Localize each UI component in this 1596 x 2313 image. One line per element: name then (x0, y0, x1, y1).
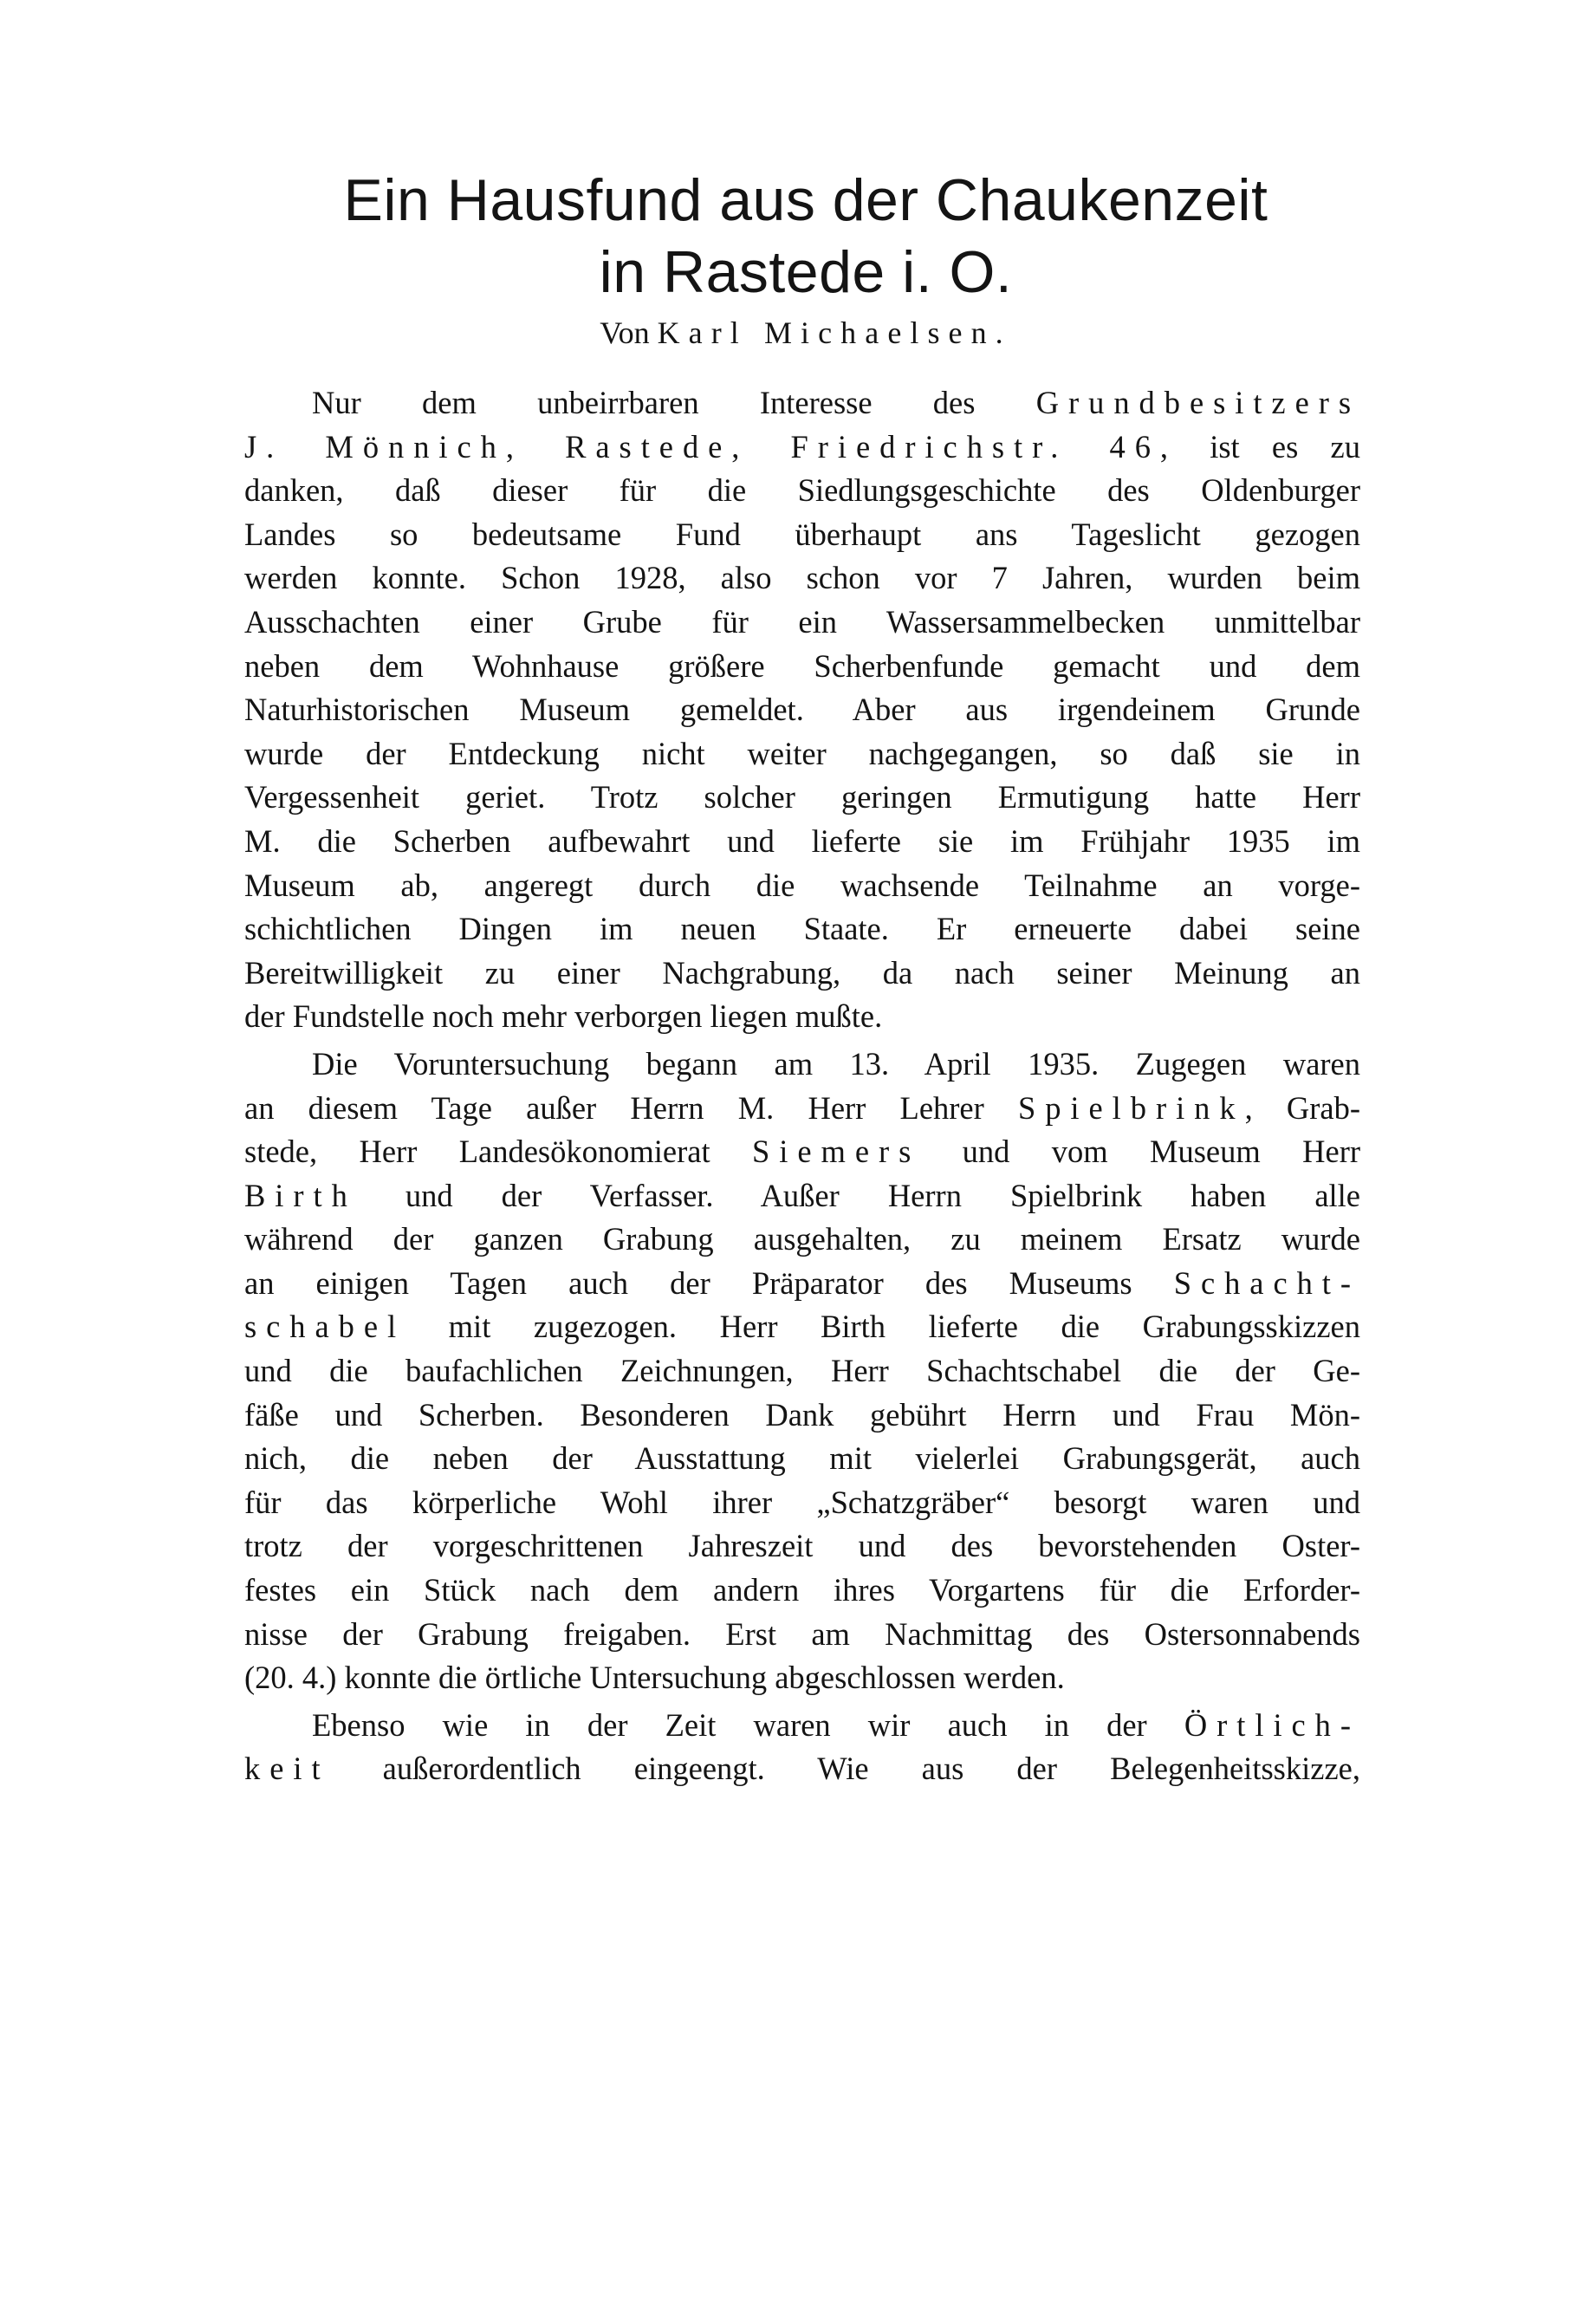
text-run: und die baufachlichen Zeichnungen, Herr Schachtschabel die der Ge- (244, 1353, 1360, 1389)
text-run: nisse der Grabung freigaben. Erst am Nachmittag des Ostersonnabends (244, 1615, 1360, 1652)
text-line (244, 907, 1360, 952)
text-run: (20. 4.) konnte die örtliche Untersuchung abgeschlossen werden. (244, 1660, 1065, 1696)
text-line (244, 864, 1360, 908)
text-run: an einigen Tagen auch der Präparator des Museums (244, 1264, 1174, 1301)
byline-author: Karl Michaelsen. (657, 315, 1012, 350)
text-line (244, 1747, 1360, 1791)
text-run: Museum ab, angeregt durch die wachsende Teilnahme an vorge- (244, 867, 1360, 903)
spaced-name: keit (244, 1751, 330, 1787)
text-run: an diesem Tage außer Herrn M. Herr Lehrer (244, 1089, 1018, 1126)
text-line (244, 1481, 1360, 1525)
text-line (244, 1656, 1360, 1700)
text-line (244, 1437, 1360, 1481)
paragraph (244, 1043, 1360, 1700)
text-run: nich, die neben der Ausstattung mit vielerlei Grabungsgerät, auch (244, 1440, 1360, 1477)
spaced-name: Spielbrink (1017, 1089, 1245, 1126)
text-run: mit zugezogen. Herr Birth lieferte die Grabungsskizzen (405, 1309, 1360, 1345)
text-line (244, 601, 1360, 645)
text-line (244, 1704, 1360, 1748)
text-line (244, 513, 1360, 557)
text-line (244, 426, 1360, 470)
spaced-name: Siemers (752, 1134, 921, 1170)
text-run: Die Voruntersuchung begann am 13. April 1935. Zugegen waren (312, 1045, 1360, 1082)
article-body (244, 381, 1360, 1791)
spaced-name: Schacht- (1173, 1264, 1360, 1301)
text-line (244, 1218, 1360, 1262)
text-line (244, 1043, 1360, 1087)
text-run: neben dem Wohnhause größere Scherbenfunde gemacht und dem (244, 647, 1360, 684)
paragraph (244, 1704, 1360, 1791)
spaced-name: Örtlich- (1184, 1706, 1360, 1743)
text-run: M. die Scherben aufbewahrt und lieferte sie im Frühjahr 1935 im (244, 822, 1360, 859)
text-run: Ausschachten einer Grube für ein Wassersammelbecken unmittelbar (244, 603, 1360, 640)
byline-prefix: Von (600, 315, 650, 350)
text-run: Bereitwilligkeit zu einer Nachgrabung, da nach seiner Meinung an (244, 954, 1360, 991)
text-line (244, 820, 1360, 864)
text-line (244, 776, 1360, 820)
text-run: werden konnte. Schon 1928, also schon vor 7 Jahren, wurden beim (244, 560, 1360, 596)
article-title-line-2: in Rastede i. O. (599, 239, 1013, 305)
text-run: der Fundstelle noch mehr verborgen liegen mußte. (244, 998, 883, 1035)
text-run: Nur dem unbeirrbaren Interesse des (312, 385, 1036, 420)
text-run: stede, Herr Landesökonomierat (244, 1134, 752, 1170)
text-run: fäße und Scherben. Besonderen Dank gebührt Herrn und Frau Mön- (244, 1396, 1360, 1433)
spaced-name: schabel (244, 1309, 406, 1345)
text-line (244, 688, 1360, 732)
text-run: während der ganzen Grabung ausgehalten, zu meinem Ersatz wurde (244, 1221, 1360, 1257)
text-line (244, 1262, 1360, 1306)
text-line (244, 732, 1360, 776)
text-line (244, 1305, 1360, 1349)
text-run: festes ein Stück nach dem andern ihres Vorgartens für die Erforder- (244, 1572, 1360, 1608)
text-line (244, 1174, 1360, 1218)
text-line (244, 1524, 1360, 1569)
text-line (244, 556, 1360, 601)
text-line (244, 1569, 1360, 1613)
text-run: schichtlichen Dingen im neuen Staate. Er erneuerte dabei seine (244, 911, 1360, 947)
text-run: Ebenso wie in der Zeit waren wir auch in der (312, 1706, 1184, 1743)
text-run: wurde der Entdeckung nicht weiter nachgegangen, so daß sie in (244, 735, 1360, 771)
article-byline (243, 314, 1369, 352)
spaced-name: J. Mönnich, Rastede, Friedrichstr. 46, (244, 428, 1178, 465)
text-run: Naturhistorischen Museum gemeldet. Aber aus irgendeinem Grunde (244, 692, 1360, 728)
text-run: danken, daß dieser für die Siedlungsgeschichte des Oldenburger (244, 472, 1360, 509)
text-run: außerordentlich eingeengt. Wie aus der Belegenheitsskizze, (329, 1751, 1360, 1787)
text-line (244, 1394, 1360, 1438)
text-line (244, 381, 1360, 426)
text-line (244, 952, 1360, 996)
article-title-line-1: Ein Hausfund aus der Chaukenzeit (343, 167, 1268, 233)
text-line (244, 1087, 1360, 1131)
text-run: ist es zu (1177, 428, 1360, 465)
text-run: Vergessenheit geriet. Trotz solcher geringen Ermutigung hatte Herr (244, 779, 1360, 815)
spaced-name: Birth (244, 1177, 357, 1213)
paragraph (244, 381, 1360, 1039)
text-line (244, 645, 1360, 689)
text-line (244, 1349, 1360, 1394)
text-line (244, 995, 1360, 1039)
text-line (244, 469, 1360, 513)
text-run: Landes so bedeutsame Fund überhaupt ans Tageslicht gezogen (244, 516, 1360, 552)
text-run: , Grab- (1244, 1089, 1360, 1126)
text-run: und der Verfasser. Außer Herrn Spielbrink haben alle (356, 1177, 1360, 1213)
spaced-name: Grundbesitzers (1035, 385, 1360, 420)
text-run: für das körperliche Wohl ihrer „Schatzgräber“ besorgt waren und (244, 1484, 1360, 1520)
text-run: und vom Museum Herr (920, 1134, 1361, 1170)
text-line (244, 1130, 1360, 1174)
text-line (244, 1613, 1360, 1657)
text-run: trotz der vorgeschrittenen Jahreszeit und des bevorstehenden Oster- (244, 1528, 1360, 1564)
